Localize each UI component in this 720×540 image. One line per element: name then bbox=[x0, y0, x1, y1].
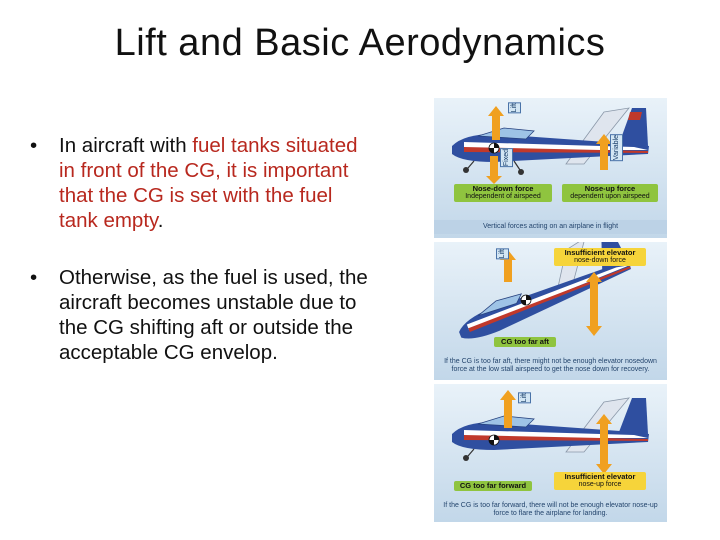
insufficient-elevator-box bbox=[554, 248, 646, 266]
nose-down-force-box bbox=[454, 184, 552, 202]
bullet-text-part1: In aircraft with bbox=[59, 134, 193, 157]
nose-up-force-box bbox=[562, 184, 658, 202]
cg-too-far-aft-box bbox=[494, 337, 556, 347]
bullet-symbol: • bbox=[30, 134, 38, 157]
figure-caption: If the CG is too far aft, there might not be enough elevator nosedown force at the low stall airspeed to get the nose down for recovery. bbox=[444, 358, 657, 373]
airplane-illustration bbox=[434, 98, 667, 238]
variable-label: Variable bbox=[610, 134, 623, 161]
figure-cg-too-far-forward bbox=[434, 384, 667, 522]
figure-caption: Vertical forces acting on an airplane in flight bbox=[434, 220, 667, 234]
nose-down-title: Nose-down force bbox=[472, 184, 534, 193]
elevator-title: Insufficient elevator bbox=[564, 472, 636, 481]
cg-too-far-forward-box bbox=[454, 481, 532, 491]
fixed-label: Fixed bbox=[500, 148, 513, 167]
nose-up-sub: dependent upon airspeed bbox=[570, 193, 650, 200]
figure-caption: If the CG is too far forward, there will not be enough elevator nose-up force to flare the airplane for landing. bbox=[443, 502, 658, 517]
elevator-title: Insufficient elevator bbox=[564, 248, 636, 257]
cg-label: CG too far forward bbox=[459, 481, 527, 490]
nose-down-sub: Independent of airspeed bbox=[465, 193, 541, 200]
lift-label: Lift bbox=[518, 392, 531, 403]
bullet-item-otherwise bbox=[30, 265, 375, 365]
cg-label: CG too far aft bbox=[501, 337, 549, 346]
bullet-text-part2: . bbox=[157, 209, 164, 232]
bullet-symbol: • bbox=[30, 266, 38, 289]
elevator-sub: nose-down force bbox=[574, 257, 626, 264]
insufficient-elevator-box bbox=[554, 472, 646, 490]
lift-label: Lift bbox=[508, 102, 521, 113]
bullet-item-fuel-tanks bbox=[30, 133, 375, 233]
slide-title: Lift and Basic Aerodynamics bbox=[114, 22, 606, 64]
lift-label: Lift bbox=[496, 248, 509, 259]
elevator-sub: nose-up force bbox=[578, 481, 622, 488]
bullet-list bbox=[30, 133, 375, 397]
bullet-highlight: fuel tanks situated in front of the CG, it is important that the CG is set with the fuel tank empty bbox=[59, 134, 358, 232]
figure-vertical-forces bbox=[434, 98, 667, 238]
figure-cg-too-far-aft bbox=[434, 242, 667, 380]
nose-up-title: Nose-up force bbox=[584, 184, 636, 193]
bullet-text: Otherwise, as the fuel is used, the aircraft becomes unstable due to the CG shifting aft or outside the acceptable CG envelop. bbox=[59, 266, 368, 364]
